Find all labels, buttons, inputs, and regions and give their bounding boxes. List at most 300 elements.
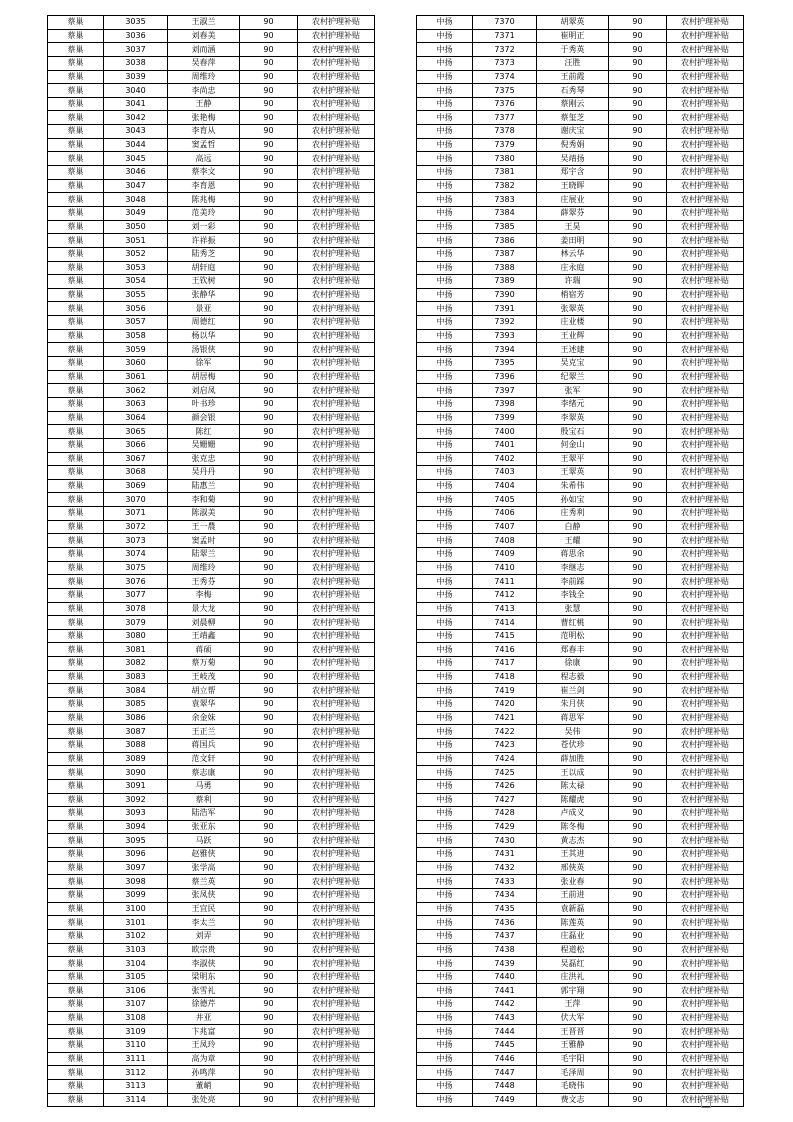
serial-cell: 3035 bbox=[104, 16, 168, 30]
township-cell: 蔡巢 bbox=[48, 1093, 104, 1107]
serial-cell: 3037 bbox=[104, 43, 168, 57]
subsidy-type-cell: 农村护理补贴 bbox=[667, 902, 744, 916]
subsidy-type-cell: 农村护理补贴 bbox=[298, 466, 375, 480]
subsidy-type-cell: 农村护理补贴 bbox=[667, 807, 744, 821]
township-cell: 蔡巢 bbox=[48, 1039, 104, 1053]
amount-cell: 90 bbox=[240, 629, 298, 643]
table-row bbox=[48, 125, 375, 139]
table-row bbox=[417, 111, 744, 125]
name-cell: 蔡万菊 bbox=[168, 657, 240, 671]
amount-cell: 90 bbox=[609, 725, 667, 739]
amount-cell: 90 bbox=[609, 1011, 667, 1025]
serial-cell: 7386 bbox=[473, 234, 537, 248]
serial-cell: 7391 bbox=[473, 302, 537, 316]
amount-cell: 90 bbox=[609, 1079, 667, 1093]
subsidy-type-cell: 农村护理补贴 bbox=[298, 1025, 375, 1039]
name-cell: 曹红桃 bbox=[537, 616, 609, 630]
serial-cell: 3078 bbox=[104, 602, 168, 616]
name-cell: 程志毅 bbox=[537, 670, 609, 684]
name-cell: 周德红 bbox=[168, 316, 240, 330]
name-cell: 李尚忠 bbox=[168, 84, 240, 98]
table-row bbox=[417, 1093, 744, 1107]
name-cell: 王凤玲 bbox=[168, 1039, 240, 1053]
subsidy-type-cell: 农村护理补贴 bbox=[667, 916, 744, 930]
subsidy-type-cell: 农村护理补贴 bbox=[298, 534, 375, 548]
name-cell: 殷宝石 bbox=[537, 425, 609, 439]
name-cell: 黄志杰 bbox=[537, 834, 609, 848]
amount-cell: 90 bbox=[609, 1052, 667, 1066]
amount-cell: 90 bbox=[609, 861, 667, 875]
amount-cell: 90 bbox=[240, 111, 298, 125]
amount-cell: 90 bbox=[609, 316, 667, 330]
name-cell: 蒋硕 bbox=[168, 643, 240, 657]
serial-cell: 3052 bbox=[104, 247, 168, 261]
serial-cell: 7407 bbox=[473, 520, 537, 534]
subsidy-type-cell: 农村护理补贴 bbox=[298, 329, 375, 343]
amount-cell: 90 bbox=[609, 507, 667, 521]
table-row bbox=[48, 738, 375, 752]
township-cell: 中扬 bbox=[417, 807, 473, 821]
table-row bbox=[48, 111, 375, 125]
table-row bbox=[48, 807, 375, 821]
subsidy-type-cell: 农村护理补贴 bbox=[298, 588, 375, 602]
subsidy-type-cell: 农村护理补贴 bbox=[298, 602, 375, 616]
subsidy-type-cell: 农村护理补贴 bbox=[667, 384, 744, 398]
name-cell: 庄秀利 bbox=[537, 507, 609, 521]
subsidy-type-cell: 农村护理补贴 bbox=[298, 507, 375, 521]
township-cell: 中扬 bbox=[417, 479, 473, 493]
subsidy-type-cell: 农村护理补贴 bbox=[298, 1011, 375, 1025]
subsidy-type-cell: 农村护理补贴 bbox=[667, 425, 744, 439]
table-row bbox=[48, 261, 375, 275]
amount-cell: 90 bbox=[240, 711, 298, 725]
subsidy-type-cell: 农村护理补贴 bbox=[667, 125, 744, 139]
township-cell: 中扬 bbox=[417, 357, 473, 371]
serial-cell: 7401 bbox=[473, 438, 537, 452]
subsidy-type-cell: 农村护理补贴 bbox=[667, 452, 744, 466]
scan-mark-icon bbox=[701, 1098, 711, 1108]
amount-cell: 90 bbox=[609, 889, 667, 903]
table-row bbox=[48, 834, 375, 848]
amount-cell: 90 bbox=[240, 848, 298, 862]
name-cell: 蔡志康 bbox=[168, 766, 240, 780]
amount-cell: 90 bbox=[609, 1066, 667, 1080]
name-cell: 赵雅侠 bbox=[168, 848, 240, 862]
amount-cell: 90 bbox=[240, 288, 298, 302]
subsidy-type-cell: 农村护理补贴 bbox=[667, 534, 744, 548]
township-cell: 蔡巢 bbox=[48, 261, 104, 275]
township-cell: 中扬 bbox=[417, 588, 473, 602]
serial-cell: 3095 bbox=[104, 834, 168, 848]
township-cell: 蔡巢 bbox=[48, 329, 104, 343]
subsidy-type-cell: 农村护理补贴 bbox=[298, 138, 375, 152]
name-cell: 张雪礼 bbox=[168, 984, 240, 998]
township-cell: 中扬 bbox=[417, 766, 473, 780]
subsidy-type-cell: 农村护理补贴 bbox=[667, 588, 744, 602]
name-cell: 王述建 bbox=[537, 343, 609, 357]
table-row bbox=[48, 643, 375, 657]
serial-cell: 7405 bbox=[473, 493, 537, 507]
township-cell: 中扬 bbox=[417, 943, 473, 957]
table-row bbox=[417, 616, 744, 630]
amount-cell: 90 bbox=[240, 411, 298, 425]
township-cell: 蔡巢 bbox=[48, 711, 104, 725]
table-row bbox=[48, 998, 375, 1012]
serial-cell: 7390 bbox=[473, 288, 537, 302]
township-cell: 蔡巢 bbox=[48, 397, 104, 411]
amount-cell: 90 bbox=[240, 684, 298, 698]
serial-cell: 7428 bbox=[473, 807, 537, 821]
township-cell: 蔡巢 bbox=[48, 288, 104, 302]
serial-cell: 3098 bbox=[104, 875, 168, 889]
name-cell: 陆秀芝 bbox=[168, 247, 240, 261]
township-cell: 中扬 bbox=[417, 534, 473, 548]
serial-cell: 7404 bbox=[473, 479, 537, 493]
serial-cell: 7410 bbox=[473, 561, 537, 575]
township-cell: 中扬 bbox=[417, 411, 473, 425]
serial-cell: 3073 bbox=[104, 534, 168, 548]
serial-cell: 3082 bbox=[104, 657, 168, 671]
serial-cell: 7413 bbox=[473, 602, 537, 616]
subsidy-type-cell: 农村护理补贴 bbox=[298, 493, 375, 507]
township-cell: 中扬 bbox=[417, 1025, 473, 1039]
amount-cell: 90 bbox=[609, 793, 667, 807]
serial-cell: 7432 bbox=[473, 861, 537, 875]
amount-cell: 90 bbox=[240, 616, 298, 630]
serial-cell: 7403 bbox=[473, 466, 537, 480]
amount-cell: 90 bbox=[240, 1011, 298, 1025]
amount-cell: 90 bbox=[240, 125, 298, 139]
amount-cell: 90 bbox=[609, 670, 667, 684]
subsidy-type-cell: 农村护理补贴 bbox=[298, 479, 375, 493]
serial-cell: 3099 bbox=[104, 889, 168, 903]
serial-cell: 3048 bbox=[104, 193, 168, 207]
township-cell: 蔡巢 bbox=[48, 861, 104, 875]
amount-cell: 90 bbox=[240, 1079, 298, 1093]
township-cell: 中扬 bbox=[417, 343, 473, 357]
subsidy-type-cell: 农村护理补贴 bbox=[667, 166, 744, 180]
table-row bbox=[417, 520, 744, 534]
subsidy-type-cell: 农村护理补贴 bbox=[298, 438, 375, 452]
subsidy-type-cell: 农村护理补贴 bbox=[667, 834, 744, 848]
township-cell: 蔡巢 bbox=[48, 370, 104, 384]
subsidy-type-cell: 农村护理补贴 bbox=[667, 438, 744, 452]
serial-cell: 3068 bbox=[104, 466, 168, 480]
township-cell: 中扬 bbox=[417, 520, 473, 534]
serial-cell: 3042 bbox=[104, 111, 168, 125]
amount-cell: 90 bbox=[609, 848, 667, 862]
name-cell: 王其进 bbox=[537, 848, 609, 862]
township-cell: 中扬 bbox=[417, 1052, 473, 1066]
subsidy-type-cell: 农村护理补贴 bbox=[667, 316, 744, 330]
subsidy-type-cell: 农村护理补贴 bbox=[667, 657, 744, 671]
name-cell: 崔明正 bbox=[537, 29, 609, 43]
table-row bbox=[417, 397, 744, 411]
serial-cell: 3036 bbox=[104, 29, 168, 43]
township-cell: 中扬 bbox=[417, 1079, 473, 1093]
amount-cell: 90 bbox=[609, 902, 667, 916]
table-row bbox=[417, 875, 744, 889]
township-cell: 中扬 bbox=[417, 29, 473, 43]
subsidy-type-cell: 农村护理补贴 bbox=[667, 684, 744, 698]
table-row bbox=[48, 220, 375, 234]
township-cell: 中扬 bbox=[417, 889, 473, 903]
amount-cell: 90 bbox=[609, 179, 667, 193]
amount-cell: 90 bbox=[609, 29, 667, 43]
amount-cell: 90 bbox=[240, 479, 298, 493]
township-cell: 蔡巢 bbox=[48, 998, 104, 1012]
table-row bbox=[48, 779, 375, 793]
subsidy-type-cell: 农村护理补贴 bbox=[298, 766, 375, 780]
township-cell: 中扬 bbox=[417, 779, 473, 793]
subsidy-type-cell: 农村护理补贴 bbox=[667, 711, 744, 725]
subsidy-type-cell: 农村护理补贴 bbox=[298, 670, 375, 684]
name-cell: 李继志 bbox=[537, 561, 609, 575]
amount-cell: 90 bbox=[240, 534, 298, 548]
table-row bbox=[48, 861, 375, 875]
table-row bbox=[417, 425, 744, 439]
serial-cell: 3089 bbox=[104, 752, 168, 766]
name-cell: 李太兰 bbox=[168, 916, 240, 930]
township-cell: 蔡巢 bbox=[48, 848, 104, 862]
township-cell: 中扬 bbox=[417, 193, 473, 207]
township-cell: 蔡巢 bbox=[48, 629, 104, 643]
name-cell: 薛翠芬 bbox=[537, 206, 609, 220]
subsidy-type-cell: 农村护理补贴 bbox=[667, 1039, 744, 1053]
township-cell: 蔡巢 bbox=[48, 547, 104, 561]
township-cell: 中扬 bbox=[417, 834, 473, 848]
subsidy-type-cell: 农村护理补贴 bbox=[667, 261, 744, 275]
subsidy-type-cell: 农村护理补贴 bbox=[298, 397, 375, 411]
amount-cell: 90 bbox=[240, 152, 298, 166]
table-row bbox=[417, 452, 744, 466]
table-row bbox=[417, 206, 744, 220]
serial-cell: 7379 bbox=[473, 138, 537, 152]
township-cell: 蔡巢 bbox=[48, 616, 104, 630]
table-row bbox=[48, 425, 375, 439]
name-cell: 伏大军 bbox=[537, 1011, 609, 1025]
amount-cell: 90 bbox=[609, 193, 667, 207]
serial-cell: 7439 bbox=[473, 957, 537, 971]
table-row bbox=[417, 943, 744, 957]
table-row bbox=[48, 179, 375, 193]
table-row bbox=[48, 452, 375, 466]
subsidy-type-cell: 农村护理补贴 bbox=[667, 861, 744, 875]
subsidy-type-cell: 农村护理补贴 bbox=[667, 152, 744, 166]
township-cell: 蔡巢 bbox=[48, 984, 104, 998]
table-row bbox=[417, 807, 744, 821]
name-cell: 胡立帮 bbox=[168, 684, 240, 698]
township-cell: 蔡巢 bbox=[48, 507, 104, 521]
table-row bbox=[417, 261, 744, 275]
serial-cell: 7424 bbox=[473, 752, 537, 766]
table-row bbox=[48, 193, 375, 207]
serial-cell: 3091 bbox=[104, 779, 168, 793]
serial-cell: 7429 bbox=[473, 820, 537, 834]
name-cell: 费文志 bbox=[537, 1093, 609, 1107]
amount-cell: 90 bbox=[609, 384, 667, 398]
subsidy-type-cell: 农村护理补贴 bbox=[298, 889, 375, 903]
name-cell: 卞兆富 bbox=[168, 1025, 240, 1039]
subsidy-type-cell: 农村护理补贴 bbox=[298, 302, 375, 316]
name-cell: 窦孟哲 bbox=[168, 138, 240, 152]
amount-cell: 90 bbox=[240, 752, 298, 766]
table-row bbox=[48, 820, 375, 834]
subsidy-type-cell: 农村护理补贴 bbox=[298, 1066, 375, 1080]
amount-cell: 90 bbox=[240, 561, 298, 575]
amount-cell: 90 bbox=[240, 875, 298, 889]
table-row bbox=[417, 193, 744, 207]
name-cell: 王翠英 bbox=[537, 466, 609, 480]
table-row bbox=[417, 657, 744, 671]
township-cell: 蔡巢 bbox=[48, 302, 104, 316]
name-cell: 刘晨柳 bbox=[168, 616, 240, 630]
amount-cell: 90 bbox=[609, 343, 667, 357]
subsidy-type-cell: 农村护理补贴 bbox=[298, 288, 375, 302]
township-cell: 中扬 bbox=[417, 698, 473, 712]
name-cell: 王钦树 bbox=[168, 275, 240, 289]
township-cell: 中扬 bbox=[417, 316, 473, 330]
township-cell: 蔡巢 bbox=[48, 466, 104, 480]
amount-cell: 90 bbox=[609, 288, 667, 302]
subsidy-type-cell: 农村护理补贴 bbox=[298, 179, 375, 193]
table-row bbox=[48, 725, 375, 739]
table-row bbox=[48, 602, 375, 616]
serial-cell: 3040 bbox=[104, 84, 168, 98]
township-cell: 蔡巢 bbox=[48, 520, 104, 534]
township-cell: 蔡巢 bbox=[48, 561, 104, 575]
serial-cell: 3038 bbox=[104, 56, 168, 70]
subsidy-type-cell: 农村护理补贴 bbox=[298, 820, 375, 834]
amount-cell: 90 bbox=[609, 466, 667, 480]
subsidy-type-cell: 农村护理补贴 bbox=[298, 834, 375, 848]
table-row bbox=[48, 575, 375, 589]
township-cell: 中扬 bbox=[417, 70, 473, 84]
township-cell: 中扬 bbox=[417, 438, 473, 452]
name-cell: 蔡李文 bbox=[168, 166, 240, 180]
township-cell: 蔡巢 bbox=[48, 220, 104, 234]
serial-cell: 3107 bbox=[104, 998, 168, 1012]
township-cell: 中扬 bbox=[417, 97, 473, 111]
subsidy-type-cell: 农村护理补贴 bbox=[667, 738, 744, 752]
serial-cell: 7380 bbox=[473, 152, 537, 166]
serial-cell: 3069 bbox=[104, 479, 168, 493]
name-cell: 蔡刚云 bbox=[537, 97, 609, 111]
amount-cell: 90 bbox=[240, 889, 298, 903]
amount-cell: 90 bbox=[609, 125, 667, 139]
amount-cell: 90 bbox=[609, 629, 667, 643]
table-row bbox=[417, 1025, 744, 1039]
subsidy-type-cell: 农村护理补贴 bbox=[667, 43, 744, 57]
table-row bbox=[417, 861, 744, 875]
township-cell: 中扬 bbox=[417, 329, 473, 343]
township-cell: 蔡巢 bbox=[48, 16, 104, 30]
serial-cell: 3103 bbox=[104, 943, 168, 957]
amount-cell: 90 bbox=[240, 179, 298, 193]
subsidy-type-cell: 农村护理补贴 bbox=[667, 1066, 744, 1080]
table-row bbox=[48, 247, 375, 261]
subsidy-type-cell: 农村护理补贴 bbox=[667, 848, 744, 862]
table-row bbox=[417, 343, 744, 357]
township-cell: 中扬 bbox=[417, 43, 473, 57]
table-row bbox=[417, 16, 744, 30]
subsidy-type-cell: 农村护理补贴 bbox=[667, 493, 744, 507]
name-cell: 王业辉 bbox=[537, 329, 609, 343]
table-row bbox=[417, 779, 744, 793]
amount-cell: 90 bbox=[240, 834, 298, 848]
township-cell: 蔡巢 bbox=[48, 957, 104, 971]
subsidy-type-cell: 农村护理补贴 bbox=[667, 752, 744, 766]
amount-cell: 90 bbox=[240, 984, 298, 998]
township-cell: 中扬 bbox=[417, 507, 473, 521]
subsidy-type-cell: 农村护理补贴 bbox=[298, 452, 375, 466]
table-row bbox=[417, 56, 744, 70]
township-cell: 蔡巢 bbox=[48, 575, 104, 589]
subsidy-type-cell: 农村护理补贴 bbox=[298, 575, 375, 589]
township-cell: 蔡巢 bbox=[48, 889, 104, 903]
serial-cell: 7421 bbox=[473, 711, 537, 725]
township-cell: 中扬 bbox=[417, 752, 473, 766]
serial-cell: 7438 bbox=[473, 943, 537, 957]
table-row bbox=[417, 1079, 744, 1093]
amount-cell: 90 bbox=[240, 807, 298, 821]
township-cell: 蔡巢 bbox=[48, 138, 104, 152]
serial-cell: 3090 bbox=[104, 766, 168, 780]
serial-cell: 7377 bbox=[473, 111, 537, 125]
township-cell: 中扬 bbox=[417, 111, 473, 125]
name-cell: 吴姗姗 bbox=[168, 438, 240, 452]
table-row bbox=[48, 657, 375, 671]
serial-cell: 3061 bbox=[104, 370, 168, 384]
serial-cell: 3097 bbox=[104, 861, 168, 875]
amount-cell: 90 bbox=[609, 97, 667, 111]
amount-cell: 90 bbox=[240, 247, 298, 261]
table-row bbox=[417, 179, 744, 193]
table-row bbox=[48, 302, 375, 316]
serial-cell: 7378 bbox=[473, 125, 537, 139]
township-cell: 中扬 bbox=[417, 575, 473, 589]
table-row bbox=[48, 479, 375, 493]
serial-cell: 3111 bbox=[104, 1052, 168, 1066]
township-cell: 蔡巢 bbox=[48, 943, 104, 957]
amount-cell: 90 bbox=[609, 261, 667, 275]
amount-cell: 90 bbox=[609, 998, 667, 1012]
serial-cell: 3084 bbox=[104, 684, 168, 698]
name-cell: 何金山 bbox=[537, 438, 609, 452]
serial-cell: 3056 bbox=[104, 302, 168, 316]
township-cell: 蔡巢 bbox=[48, 411, 104, 425]
name-cell: 庄洪礼 bbox=[537, 970, 609, 984]
table-row bbox=[417, 820, 744, 834]
township-cell: 中扬 bbox=[417, 711, 473, 725]
serial-cell: 3064 bbox=[104, 411, 168, 425]
table-row bbox=[48, 97, 375, 111]
name-cell: 董峭 bbox=[168, 1079, 240, 1093]
amount-cell: 90 bbox=[240, 370, 298, 384]
name-cell: 庄展业 bbox=[537, 193, 609, 207]
table-row bbox=[417, 479, 744, 493]
amount-cell: 90 bbox=[609, 916, 667, 930]
subsidy-type-cell: 农村护理补贴 bbox=[298, 152, 375, 166]
subsidy-type-cell: 农村护理补贴 bbox=[667, 357, 744, 371]
serial-cell: 7422 bbox=[473, 725, 537, 739]
table-row bbox=[417, 889, 744, 903]
amount-cell: 90 bbox=[240, 793, 298, 807]
subsidy-type-cell: 农村护理补贴 bbox=[667, 602, 744, 616]
subsidy-type-cell: 农村护理补贴 bbox=[667, 179, 744, 193]
serial-cell: 7398 bbox=[473, 397, 537, 411]
serial-cell: 7396 bbox=[473, 370, 537, 384]
